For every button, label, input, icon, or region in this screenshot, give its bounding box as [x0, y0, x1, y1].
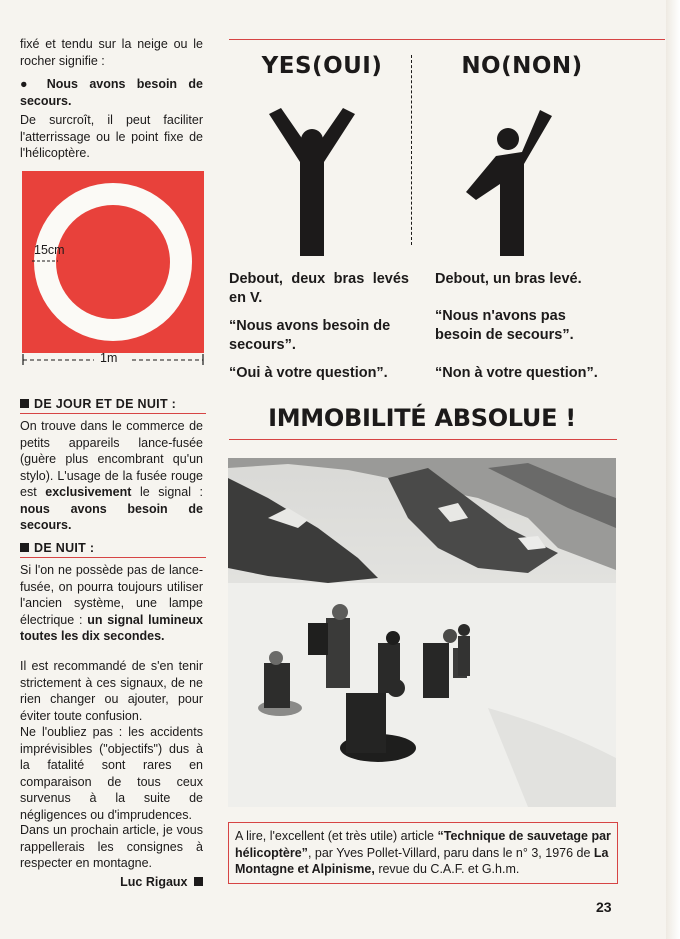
night-paragraph: Si l'on ne possède pas de lance-fusée, on pourra toujours utiliser l'ancien système, une lampe électrique : un signal lumineux toutes les dix secondes. — [20, 563, 203, 643]
heading-night: DE NUIT : — [20, 541, 210, 555]
strict-signals-paragraph: Il est recommandé de s'en tenir strictement à ces signaux, de ne rien changer ou ajouter, pour éviter toute confusion. — [20, 659, 203, 723]
page-edge — [666, 0, 680, 939]
need-help-bullet: ● Nous avons besoin de secours. — [20, 77, 203, 108]
no-figure — [462, 106, 558, 256]
heading-underline — [20, 413, 206, 414]
person-arms-v-icon — [264, 106, 360, 256]
label-15cm: 15cm — [34, 243, 65, 257]
headline-underline — [229, 439, 617, 440]
page-number: 23 — [596, 899, 612, 915]
yes-figure — [264, 106, 360, 256]
accidents-paragraph: Ne l'oubliez pas : les accidents imprévisibles ("objectifs") dus à la fatalité sont rares en comparaison de tous ceux survenus à la suite de négligences ou d'imprudences. — [20, 725, 203, 822]
mountain-rescue-photo — [228, 458, 616, 807]
top-rule — [229, 39, 665, 40]
label-1m: 1m — [100, 351, 118, 365]
no-meaning: “Nous n'avons pas besoin de secours”. — [435, 308, 574, 343]
intro-paragraph: fixé et tendu sur la neige ou le rocher signifie : — [20, 37, 203, 68]
no-title: NO(NON) — [461, 53, 583, 79]
red-disc — [56, 205, 170, 319]
no-answer: “Non à votre question”. — [435, 365, 598, 381]
square-bullet-icon — [194, 877, 203, 886]
heading-underline — [20, 557, 206, 558]
headline: IMMOBILITÉ ABSOLUE ! — [268, 404, 576, 432]
yes-description: Debout, deux bras levés en V. — [229, 271, 409, 306]
caption-box: A lire, l'excellent (et très utile) article “Technique de sauvetage par hélicoptère”, par Yves Pollet-Villard, paru dans le n° 3, 1976 de La Montagne et Alpinisme, revue du C.A.F. et G.h.m. — [228, 822, 618, 884]
photo-rescue-scene — [228, 458, 616, 807]
next-article-paragraph: Dans un prochain article, je vous rappellerais les consignes à respecter en montagne. — [20, 823, 203, 870]
author-signature: Luc Rigaux — [20, 875, 203, 889]
yes-title: YES(OUI) — [261, 53, 383, 79]
ground-signal-diagram — [22, 171, 204, 353]
square-bullet-icon — [20, 543, 29, 552]
no-description: Debout, un bras levé. — [435, 271, 582, 287]
square-bullet-icon — [20, 399, 29, 408]
yes-answer: “Oui à votre question”. — [229, 365, 388, 381]
divider-dashed — [411, 55, 412, 245]
day-night-paragraph: On trouve dans le commerce de petits appareils lance-fusée (guère plus encombrant qu'un stylo). L'usage de la fusée rouge est exclusivement le signal : nous avons besoin de secours. — [20, 419, 204, 532]
heading-day-night: DE JOUR ET DE NUIT : — [20, 397, 210, 411]
yes-meaning: “Nous avons besoin de secours”. — [229, 318, 391, 353]
red-square-ring-graphic — [22, 171, 204, 353]
dimension-1m — [20, 350, 206, 368]
person-one-arm-up-icon — [462, 106, 558, 256]
helicopter-paragraph: De surcroît, il peut faciliter l'atterrissage ou le point fixe de l'hélicoptère. — [20, 113, 203, 160]
